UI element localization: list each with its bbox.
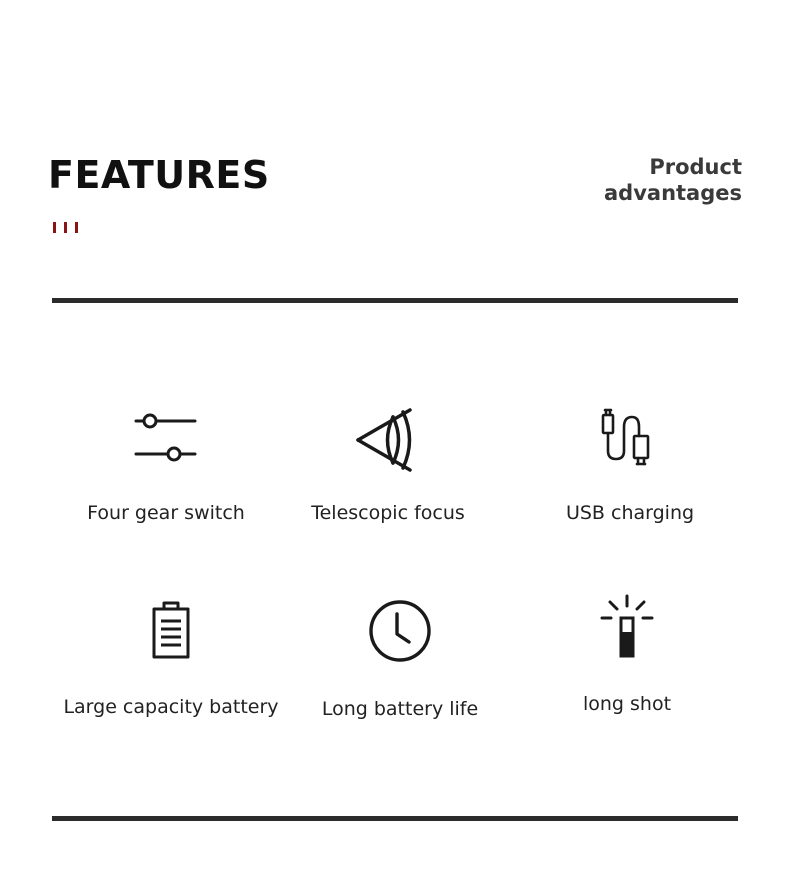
feature-label: long shot — [582, 693, 672, 715]
feature-label: USB charging — [565, 502, 695, 524]
accent-tick — [53, 222, 56, 233]
top-divider — [52, 298, 738, 303]
feature-label: Long battery life — [321, 698, 479, 720]
page-subtitle — [604, 154, 742, 206]
battery-icon — [141, 600, 201, 662]
subtitle-line-1: Product — [649, 155, 742, 179]
sliders-icon — [131, 405, 201, 469]
feature-usb-charging — [500, 405, 760, 524]
accent-ticks — [53, 222, 78, 234]
feature-label: Telescopic focus — [311, 502, 465, 524]
feature-label: Large capacity battery — [63, 696, 279, 718]
feature-long-shot — [497, 592, 757, 715]
feature-telescopic-focus — [258, 405, 518, 524]
bottom-divider — [52, 816, 738, 821]
feature-label: Four gear switch — [87, 502, 245, 524]
feature-four-gear-switch — [36, 405, 296, 524]
feature-large-capacity-battery — [41, 600, 301, 718]
subtitle-line-2: advantages — [604, 181, 742, 205]
clock-icon — [367, 598, 433, 664]
feature-long-battery-life — [270, 598, 530, 720]
telescopic-lens-icon — [353, 405, 423, 475]
flashlight-beam-icon — [597, 592, 657, 660]
accent-tick — [75, 222, 78, 233]
usb-cable-icon — [595, 405, 665, 471]
page-title: FEATURES — [48, 153, 270, 197]
accent-tick — [64, 222, 67, 233]
